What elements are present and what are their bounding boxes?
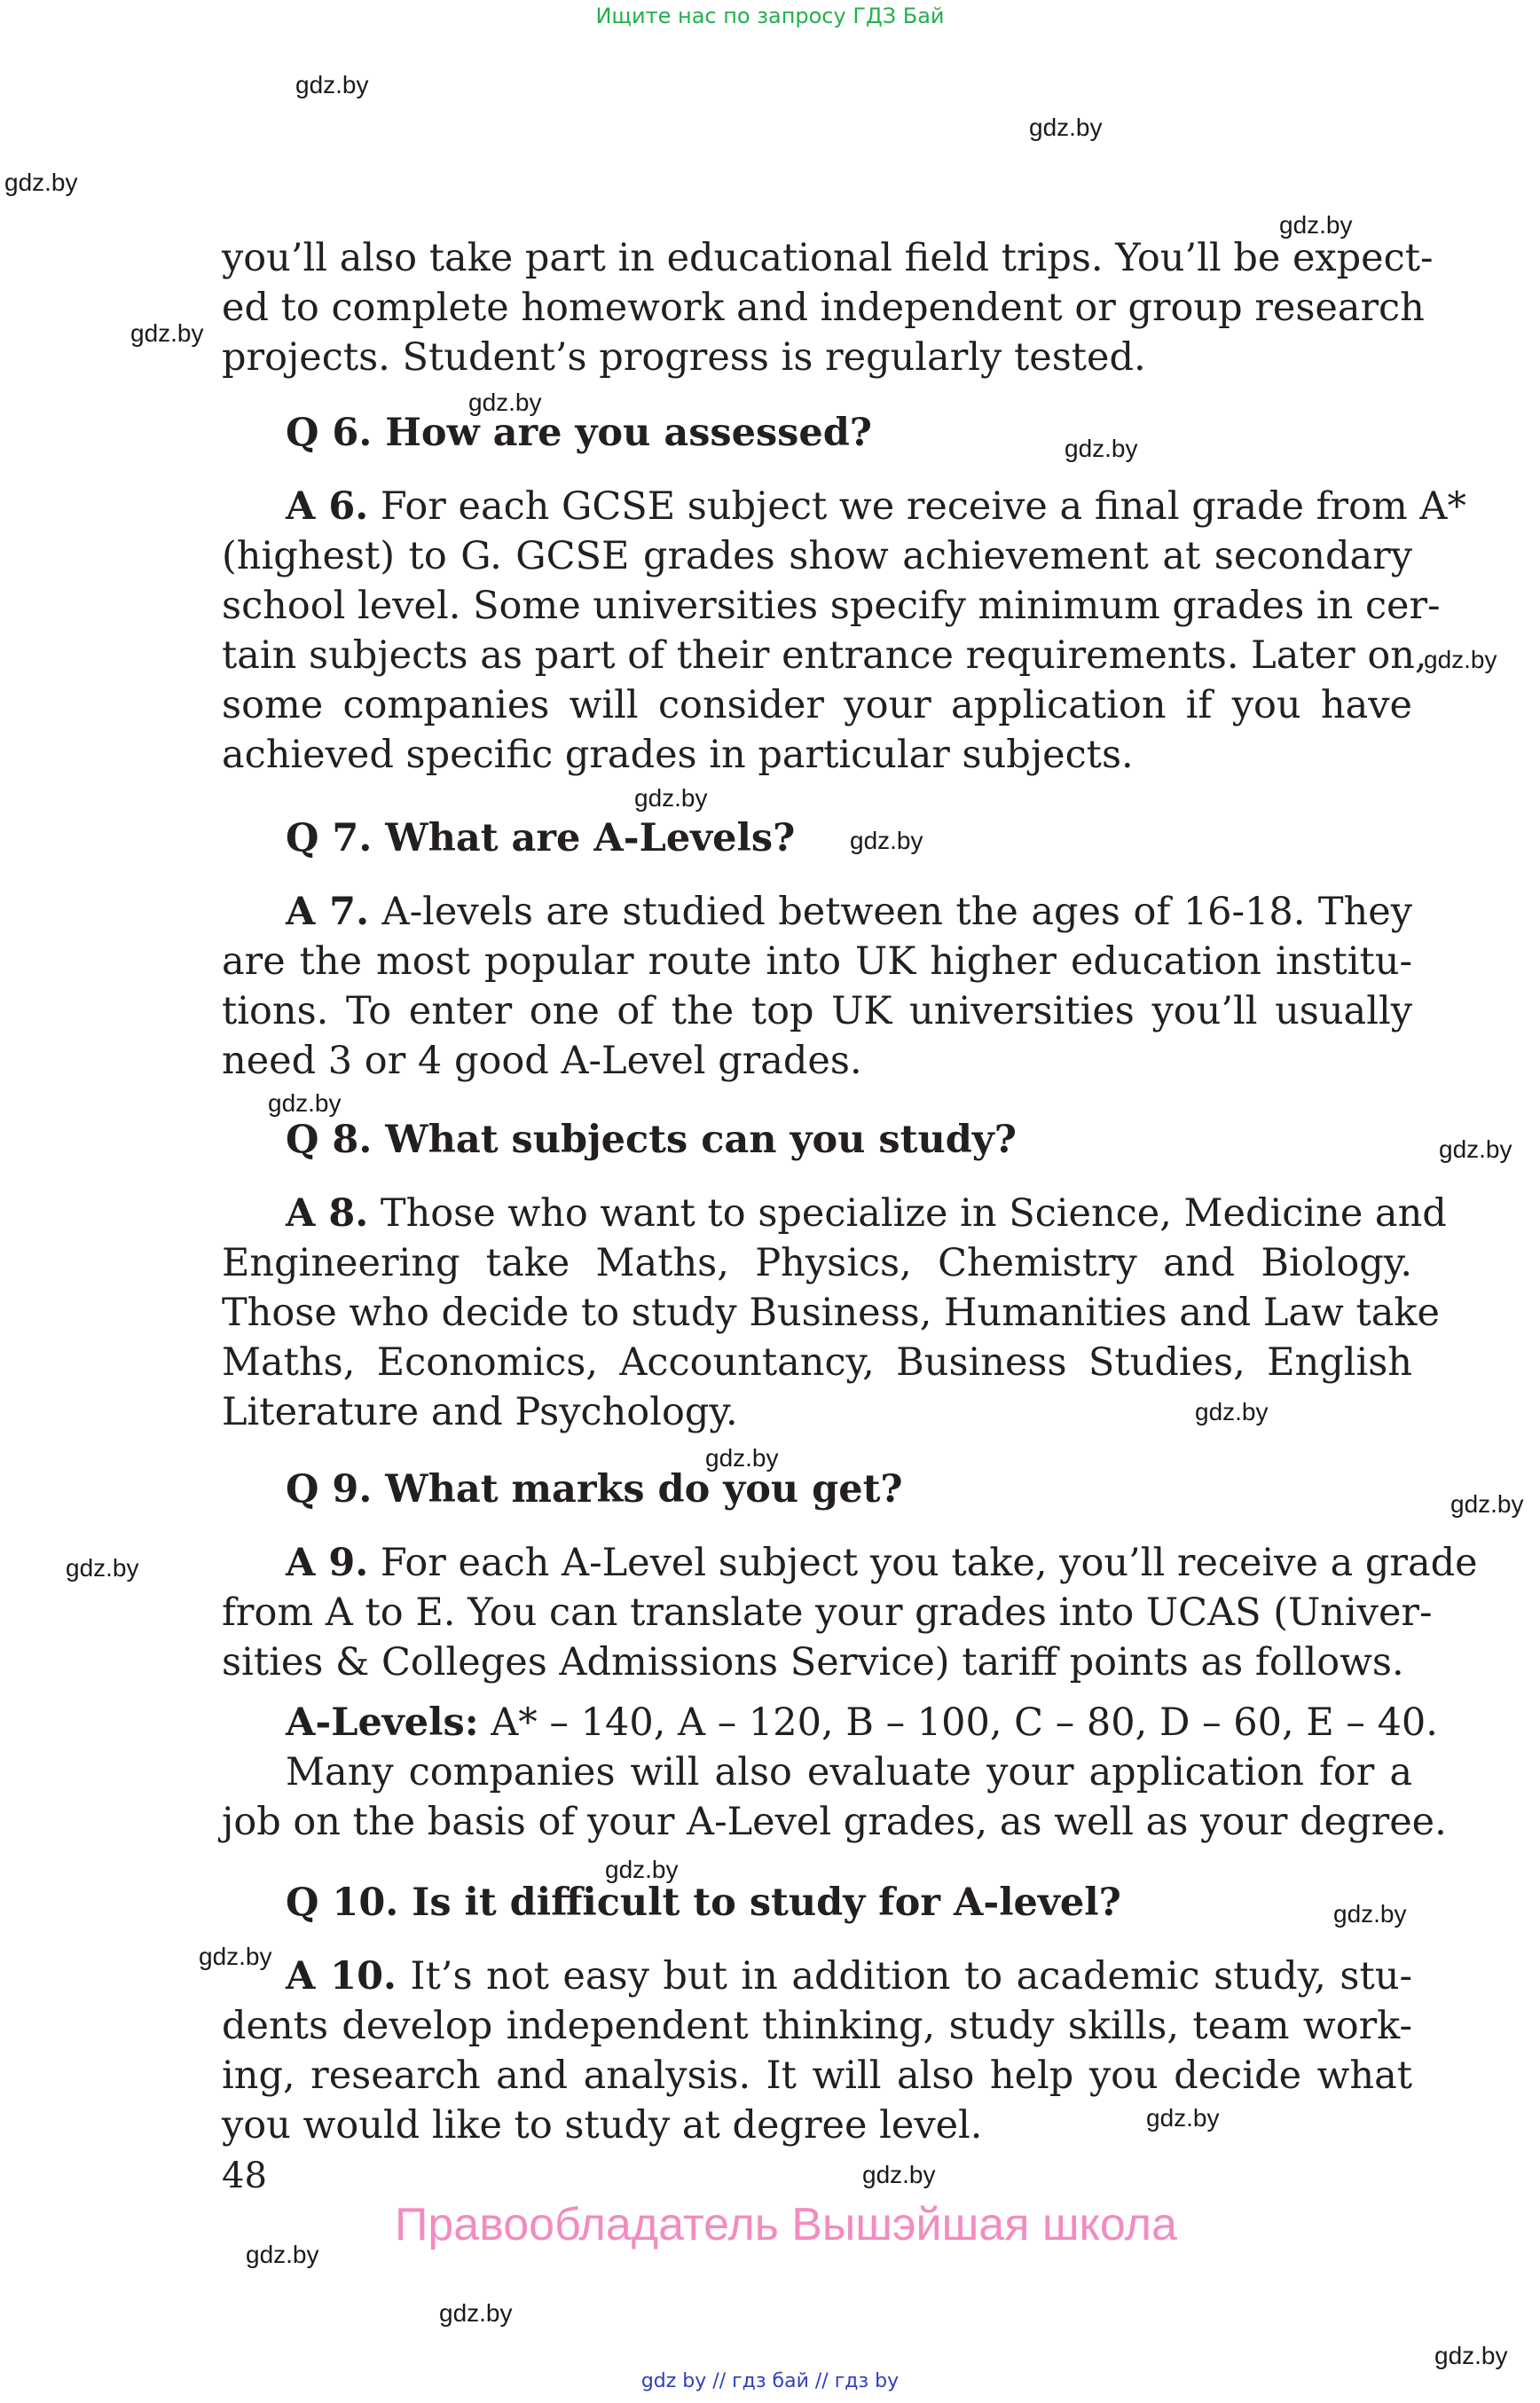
text-line: job on the basis of your A-Level grades, as well as your degree. xyxy=(222,1800,1447,1844)
text-line: achieved specific grades in particular subjects. xyxy=(222,733,1134,777)
watermark: gdz.by xyxy=(1450,1490,1524,1518)
watermark: gdz.by xyxy=(1146,2104,1220,2132)
question-10: Q 10. Is it difficult to study for A-level? xyxy=(286,1881,1121,1925)
answer-7 xyxy=(222,887,1412,1086)
text-line: Literature and Psychology. xyxy=(222,1390,738,1434)
watermark: gdz.by xyxy=(634,784,708,812)
answer-label: A 6. xyxy=(286,484,369,529)
text-line: school level. Some universities specify minimum grades in cer- xyxy=(222,584,1441,628)
text-line: A 9. For each A-Level subject you take, you’ll receive a grade xyxy=(286,1541,1478,1585)
watermark: gdz.by xyxy=(439,2299,513,2327)
answer-9 xyxy=(222,1538,1478,1687)
watermark: gdz.by xyxy=(1195,1398,1269,1425)
question-8: Q 8. What subjects can you study? xyxy=(286,1118,1017,1162)
text-line: some companies will consider your application if you have xyxy=(222,683,1412,727)
watermark: gdz.by xyxy=(1424,646,1497,673)
watermark: gdz.by xyxy=(605,1856,679,1883)
watermark: gdz.by xyxy=(1439,1135,1512,1163)
intro-paragraph xyxy=(222,233,1434,382)
watermark: gdz.by xyxy=(1065,435,1138,462)
watermark: gdz.by xyxy=(1029,114,1103,141)
question-9: Q 9. What marks do you get? xyxy=(286,1467,903,1512)
text-line: sities & Colleges Admissions Service) tariff points as follows. xyxy=(222,1640,1404,1684)
text-line: Engineering take Maths, Physics, Chemistry and Biology. xyxy=(222,1241,1412,1285)
text-line: need 3 or 4 good A-Level grades. xyxy=(222,1039,862,1083)
text-line: dents develop independent thinking, study skills, team work- xyxy=(222,2004,1412,2048)
watermark: gdz.by xyxy=(295,71,369,98)
page-number: 48 xyxy=(222,2156,267,2196)
watermark: gdz.by xyxy=(468,389,542,416)
watermark: gdz.by xyxy=(705,1444,779,1472)
text-line: are the most popular route into UK higher education institu- xyxy=(222,939,1412,984)
watermark: gdz.by xyxy=(66,1554,139,1582)
footer-links[interactable]: gdz by // гдз бай // гдз by xyxy=(640,2370,900,2392)
watermark: gdz.by xyxy=(850,827,923,854)
text-line: ing, research and analysis. It will also help you decide what xyxy=(222,2054,1412,2098)
question-6: Q 6. How are you assessed? xyxy=(286,411,872,455)
watermark: gdz.by xyxy=(4,169,78,196)
alevels-label: A-Levels: xyxy=(286,1700,479,1745)
text-line: (highest) to G. GCSE grades show achievement at secondary xyxy=(222,534,1412,578)
watermark: gdz.by xyxy=(1279,211,1353,239)
watermark: gdz.by xyxy=(130,319,204,347)
text-line: you’ll also take part in educational field trips. You’ll be expect- xyxy=(222,236,1434,280)
watermark: gdz.by xyxy=(1434,2342,1508,2369)
text-line: Many companies will also evaluate your application for a xyxy=(286,1750,1412,1794)
answer-label: A 7. xyxy=(286,890,370,934)
watermark: gdz.by xyxy=(246,2241,319,2268)
text-line: tions. To enter one of the top UK universities you’ll usually xyxy=(222,989,1412,1033)
text-line: you would like to study at degree level. xyxy=(222,2103,983,2148)
alevels-tariff xyxy=(222,1698,1447,1847)
text-line: tain subjects as part of their entrance requirements. Later on, xyxy=(222,633,1427,678)
answer-label: A 10. xyxy=(286,1954,397,1999)
text-line: A 7. A-levels are studied between the ages of 16-18. They xyxy=(286,890,1412,934)
answer-label: A 8. xyxy=(286,1191,369,1236)
answer-8 xyxy=(222,1189,1447,1437)
question-7: Q 7. What are A-Levels? xyxy=(286,816,796,860)
text-line: A 10. It’s not easy but in addition to academic study, stu- xyxy=(286,1954,1412,1999)
watermark: gdz.by xyxy=(199,1943,272,1970)
text-line: projects. Student’s progress is regularly tested. xyxy=(222,335,1146,380)
watermark: gdz.by xyxy=(862,2161,936,2188)
text-line: from A to E. You can translate your grades into UCAS (Univer- xyxy=(222,1590,1433,1635)
text-line: A 6. For each GCSE subject we receive a final grade from A* xyxy=(286,484,1466,529)
text-line: ed to complete homework and independent or group research xyxy=(222,286,1425,330)
text-line: A 8. Those who want to specialize in Science, Medicine and xyxy=(286,1191,1447,1236)
answer-label: A 9. xyxy=(286,1541,369,1585)
watermark: gdz.by xyxy=(1333,1900,1407,1928)
text-line: Maths, Economics, Accountancy, Business Studies, English xyxy=(222,1340,1412,1385)
top-banner[interactable]: Ищите нас по запросу ГДЗ Бай xyxy=(595,4,945,28)
text-line: Those who decide to study Business, Humanities and Law take xyxy=(222,1291,1440,1335)
watermark: gdz.by xyxy=(268,1089,342,1117)
text-line: A-Levels: A* – 140, A – 120, B – 100, C – 80, D – 60, E – 40. xyxy=(286,1700,1438,1745)
answer-10 xyxy=(222,1951,1412,2150)
rights-holder: Правообладатель Вышэйшая школа xyxy=(395,2199,1177,2250)
